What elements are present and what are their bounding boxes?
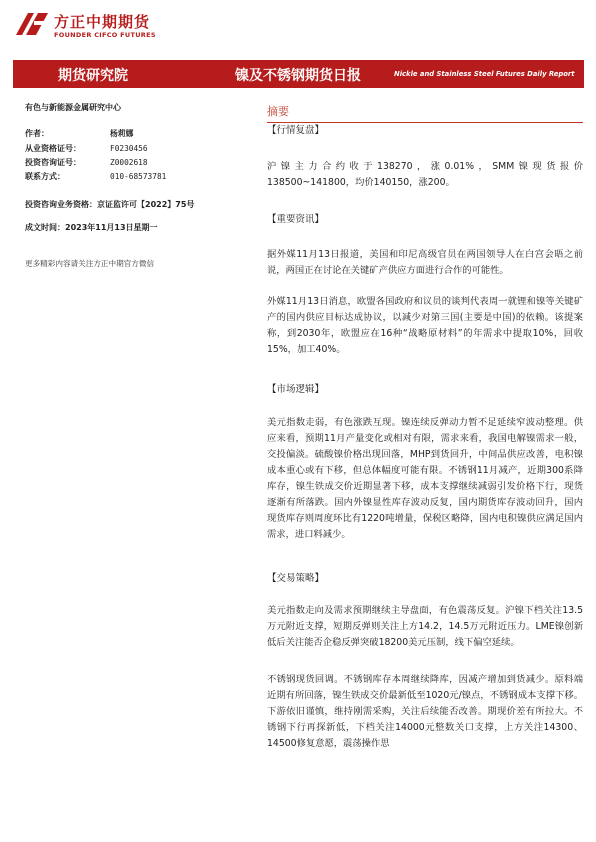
license-text: 投资咨询业务资格：京证监许可【2022】75号 <box>25 200 195 209</box>
advisor-row <box>25 157 148 168</box>
cert-value: F0230456 <box>110 144 148 153</box>
section-heading-news: 【重要资讯】 <box>267 214 325 225</box>
paragraph-strategy-1: 美元指数走向及需求预期继续主导盘面，有色震荡反复。沪镍下档关注13.5万元附近支撑，短期反弹则关注上方14.2，14.5万元附近压力。LME镍创新低后关注能否企稳反弹突破18200美元压制，线下偏空延续。 <box>267 605 583 648</box>
report-title-en: Nickle and Stainless Steel Futures Daily Report <box>394 70 575 78</box>
advisor-value: Z0002618 <box>110 158 148 167</box>
report-date: 成文时间：2023年11月13日星期一 <box>25 223 158 232</box>
paragraph-strategy-2: 不锈钢现货回调。不锈钢库存本周继续降库，因减产增加到货减少。原料端近期有所回落，镍生铁成交价最新低至1020元/镍点，不锈钢成本支撑下移。下游依旧谨慎，维持刚需采购，关注后续能否改善。期现价差有所拉大。不锈钢下行再探新低，下档关注14000元整数关口支撑，上方关注14300、14500修复意愿，震荡操作思 <box>267 674 583 749</box>
paragraph-news-2: 外媒11月13日消息，欧盟各国政府和议员的谈判代表周一就锂和镍等关键矿产的国内供应目标达成协议，以减少对第三国(主要是中国)的依赖。该提案称，到2030年，欧盟应在16种“战略原材料”的年需求中提取10%，回收15%，加工40%。 <box>267 296 583 355</box>
cert-row <box>25 143 148 154</box>
advisor-label: 投资咨询证号： <box>25 158 81 167</box>
paragraph-news-1: 据外媒11月13日报道，美国和印尼高级官员在两国领导人在白宫会晤之前说，两国正在讨论在关键矿产供应方面进行合作的可能性。 <box>267 249 583 276</box>
contact-row <box>25 171 166 182</box>
institute-name: 期货研究院 <box>58 68 128 84</box>
wechat-notice: 更多精彩内容请关注方正中期官方微信 <box>25 259 155 268</box>
summary-title: 摘要 <box>267 105 289 118</box>
author-value: 杨莉娜 <box>110 129 134 138</box>
author-row <box>25 128 133 139</box>
report-title: 镍及不锈钢期货日报 <box>235 68 361 84</box>
department-name: 有色与新能源金属研究中心 <box>25 103 121 112</box>
section-heading-logic: 【市场逻辑】 <box>267 384 325 395</box>
contact-value: 010-68573781 <box>110 172 167 181</box>
cert-label: 从业资格证号： <box>25 144 81 153</box>
paragraph-market-review: 沪镍主力合约收于138270，涨0.01%，SMM镍现货报价138500~141800，均价140150，涨200。 <box>267 161 583 188</box>
company-logo <box>14 9 154 45</box>
author-label: 作者： <box>25 129 49 138</box>
section-heading-market-review: 【行情复盘】 <box>267 125 325 136</box>
logo-text-cn: 方正中期期货 <box>54 13 151 31</box>
section-heading-strategy: 【交易策略】 <box>267 573 325 584</box>
contact-label: 联系方式： <box>25 172 65 181</box>
paragraph-logic: 美元指数走弱，有色涨跌互现。镍连续反弹动力暂不足延续窄波动整理。供应来看，预期11月产量变化或相对有限，需求来看，我国电解镍需求一般，交投偏淡。硫酸镍价格出现回落，MHP到货回升，中间品供应改善，电积镍成本重心或有下移，但总体幅度可能有限。不锈钢11月减产，近期300系降库存，镍生铁成交价近期显著下移，成本支撑继续减弱引发价格下行，现货逐渐有所落跌。国内外镍显性库存波动反复，国内期货库存波动回升，国内现货库存则周度环比有1220吨增量，保税区略降，国内电积镍供应满足国内需求，进口料减少。 <box>267 417 583 540</box>
logo-icon <box>14 9 50 39</box>
logo-text-en: FOUNDER CIFCO FUTURES <box>54 31 156 39</box>
report-banner <box>13 60 584 88</box>
